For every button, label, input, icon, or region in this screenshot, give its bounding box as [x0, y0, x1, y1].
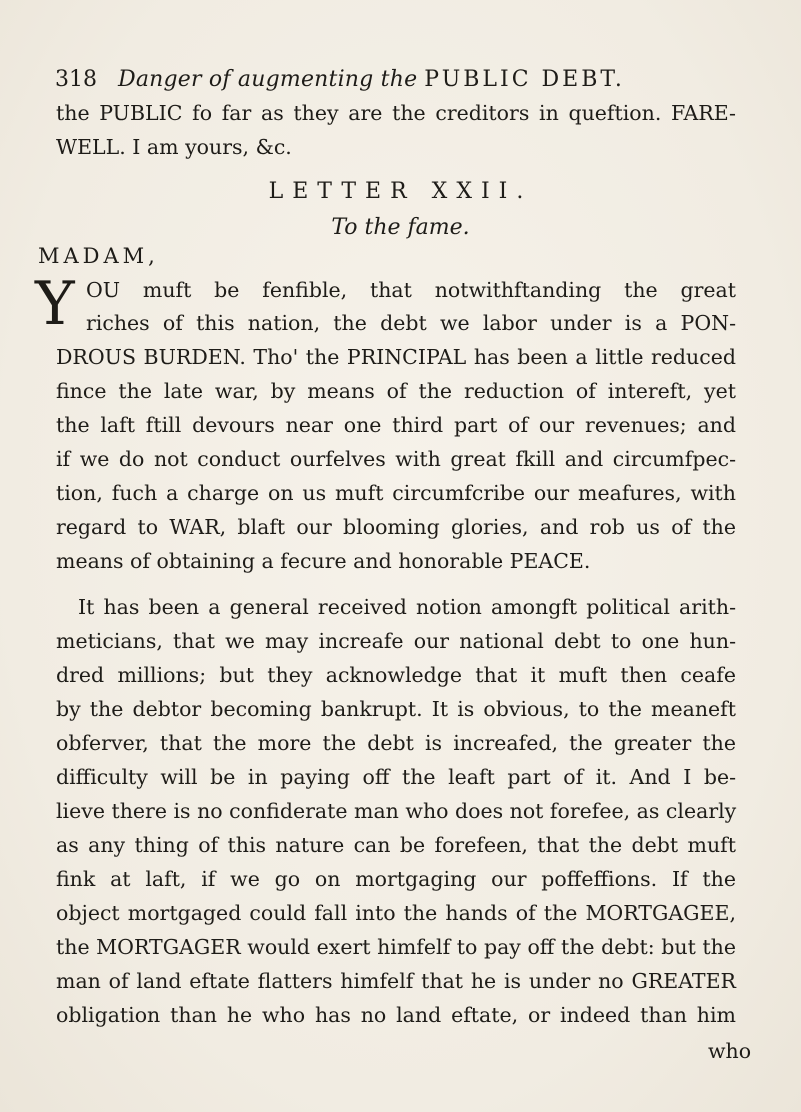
letter-subtitle: To the fame. [331, 215, 470, 240]
salutation: MADAM, [38, 244, 159, 268]
catchword: who [708, 1039, 752, 1063]
text-line: WELL. I am yours, &c. [56, 135, 292, 159]
page-number: 318 [55, 67, 97, 92]
text-line: tion, fuch a charge on us muft circumfcribe our meafures, with [56, 481, 736, 505]
text-line: obferver, that the more the debt is increafed, the greater the [56, 731, 736, 755]
running-title-caps: PUBLIC DEBT. [424, 67, 625, 92]
running-header [55, 64, 695, 96]
text-line: the laft ftill devours near one third part of our revenues; and [56, 413, 736, 437]
text-line: regard to WAR, blaft our blooming glories, and rob us of the [56, 515, 736, 539]
running-title: Danger of augmenting the [118, 67, 418, 92]
text-line: meticians, that we may increafe our national debt to one hun- [56, 629, 736, 653]
text-line: obligation than he who has no land eftate, or indeed than him [56, 1003, 736, 1027]
text-line: dred millions; but they acknowledge that it muft then ceafe [56, 663, 736, 687]
text-line: It has been a general received notion amongft political arith- [78, 595, 736, 619]
text-line: riches of this nation, the debt we labor under is a PON- [86, 311, 736, 335]
text-line: object mortgaged could fall into the hands of the MORTGAGEE, [56, 901, 736, 925]
text-line: OU muft be fenfible, that notwithftanding the great [86, 278, 736, 302]
drop-cap: Y [35, 269, 75, 339]
text-line: fince the late war, by means of the reduction of intereft, yet [56, 379, 736, 403]
text-line: man of land eftate flatters himfelf that he is under no GREATER [56, 969, 736, 993]
text-line: fink at laft, if we go on mortgaging our poffeffions. If the [56, 867, 736, 891]
text-line: means of obtaining a fecure and honorable PEACE. [56, 549, 591, 573]
text-line: lieve there is no confiderate man who does not forefee, as clearly [56, 799, 737, 823]
text-line: DROUS BURDEN. Tho' the PRINCIPAL has been a little reduced [56, 345, 736, 369]
text-line: the PUBLIC fo far as they are the creditors in queftion. FARE- [56, 101, 736, 125]
text-line: as any thing of this nature can be forefeen, that the debt muft [56, 833, 736, 857]
text-line: difficulty will be in paying off the leaft part of it. And I be- [56, 765, 736, 789]
text-line: by the debtor becoming bankrupt. It is obvious, to the meaneft [56, 697, 736, 721]
letter-title: LETTER XXII. [268, 179, 533, 204]
text-line: the MORTGAGER would exert himfelf to pay off the debt: but the [56, 935, 736, 959]
text-line: if we do not conduct ourfelves with great fkill and circumfpec- [56, 447, 736, 471]
